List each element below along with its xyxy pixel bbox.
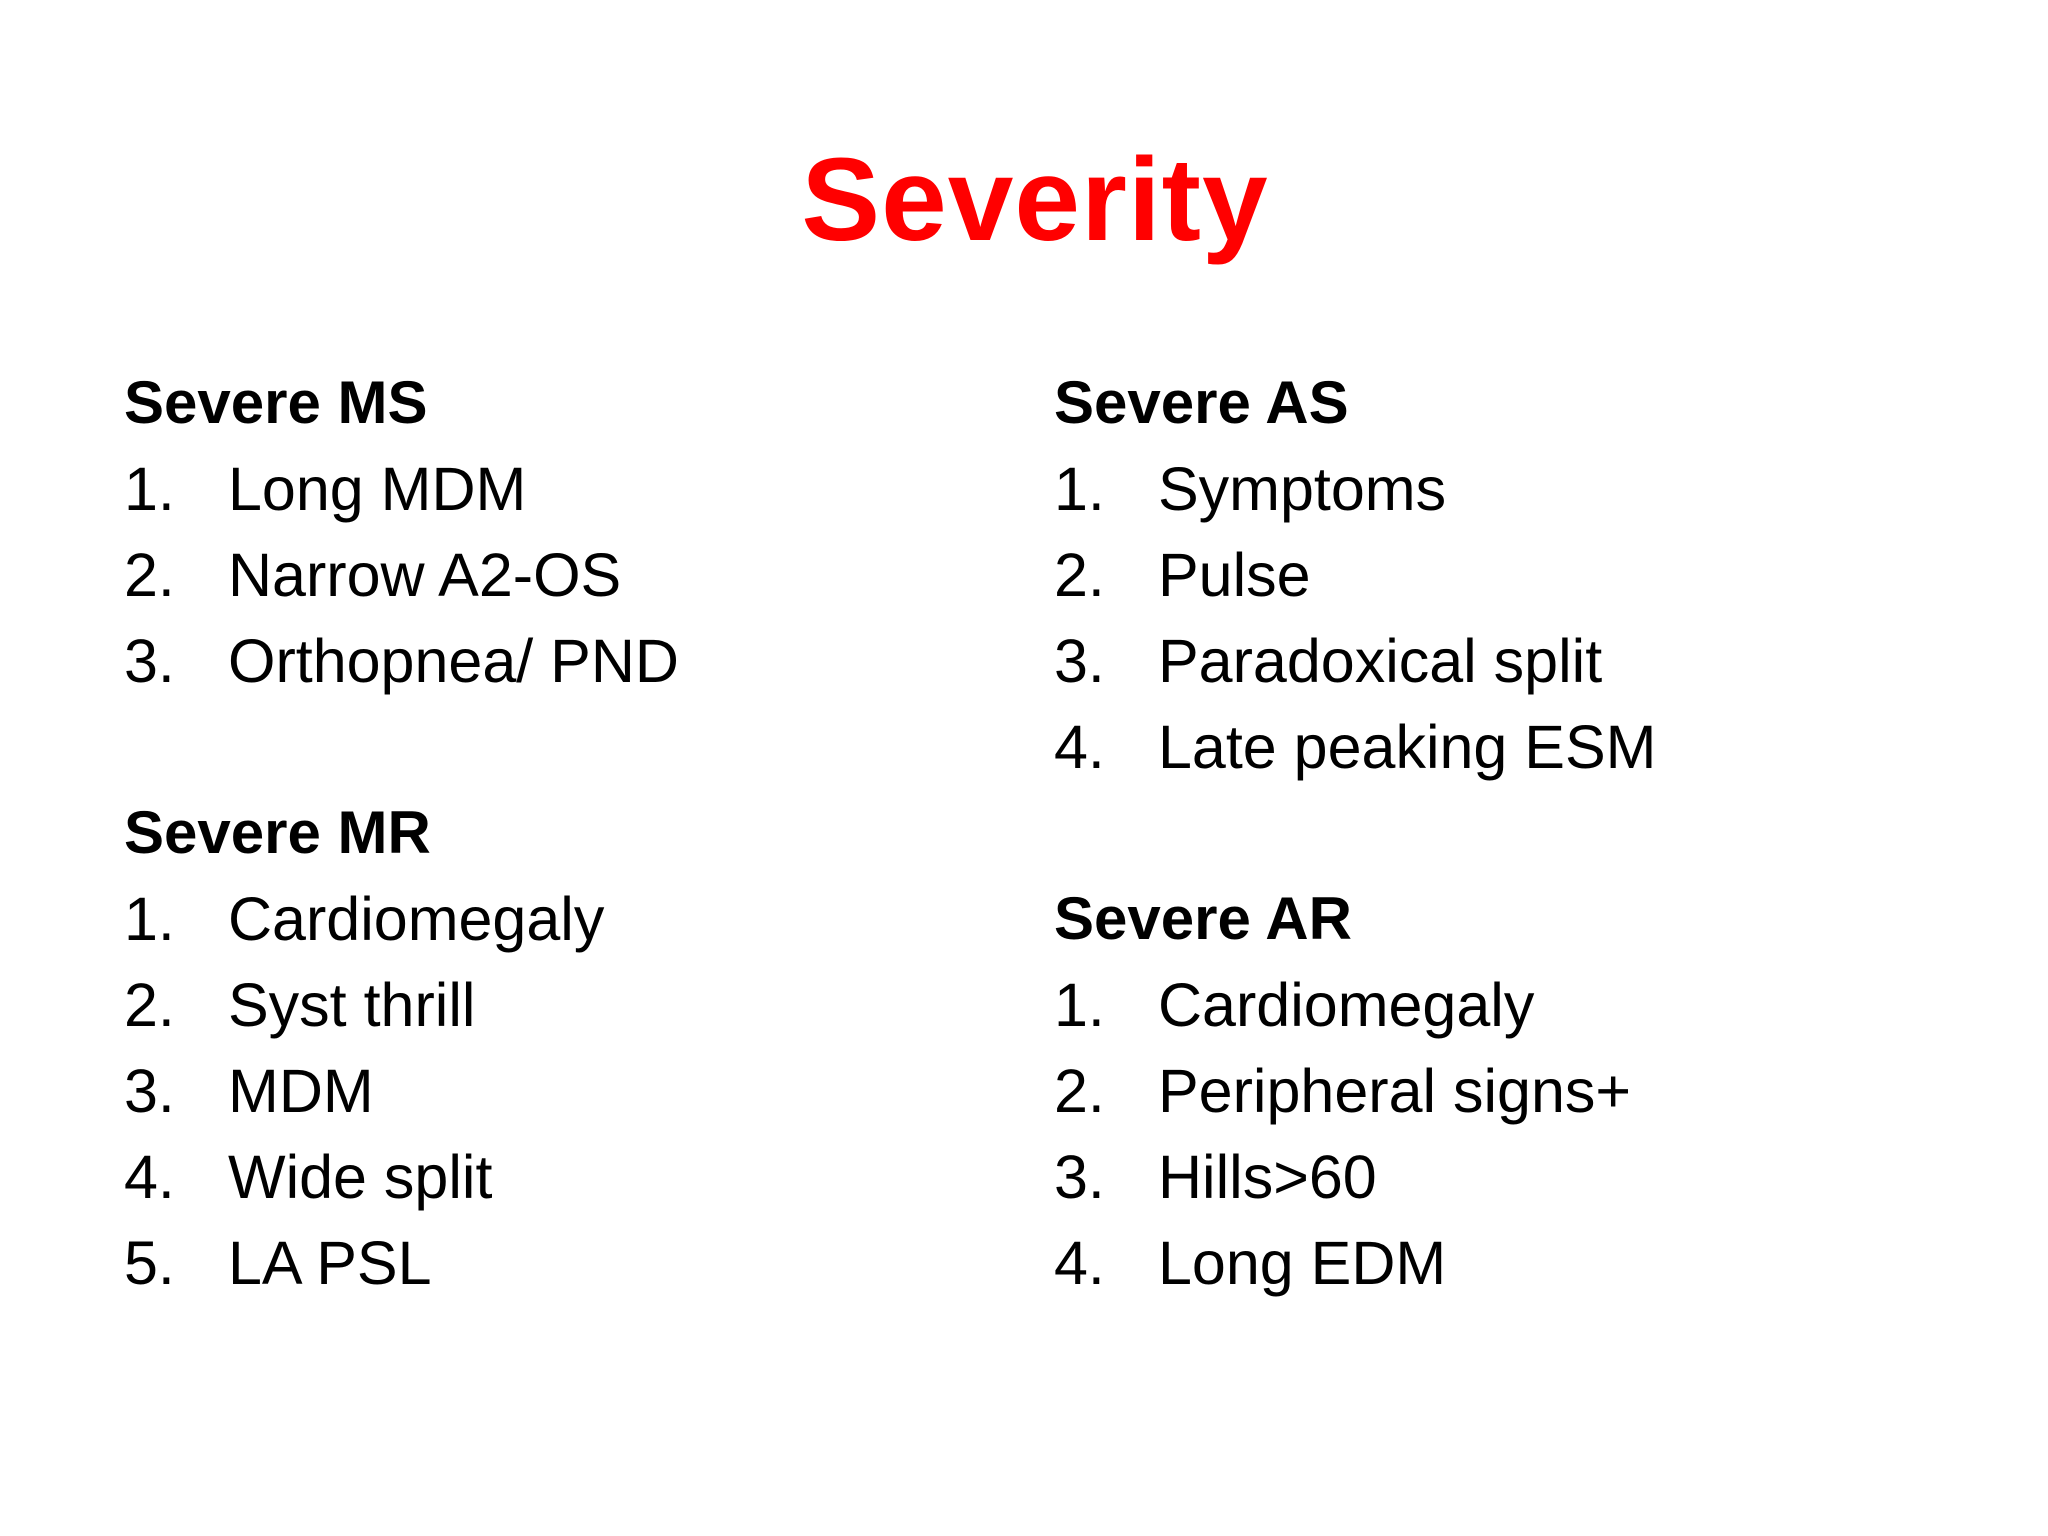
list-item (1054, 446, 1904, 532)
item-text: Peripheral signs+ (1158, 1057, 1632, 1125)
item-number: 4. (1054, 713, 1105, 781)
section-severe-ms (124, 360, 974, 704)
item-number: 1. (124, 885, 175, 953)
list-item (124, 1134, 974, 1220)
item-text: Narrow A2-OS (228, 541, 622, 609)
list-item (1054, 1048, 1904, 1134)
item-number: 2. (1054, 1057, 1105, 1125)
section-heading: Severe AS (1054, 369, 1349, 436)
item-number: 3. (124, 1057, 175, 1125)
item-number: 1. (1054, 455, 1105, 523)
list-item (124, 446, 974, 532)
section-severe-as (1054, 360, 1904, 790)
item-text: Hills>60 (1158, 1143, 1377, 1211)
slide-title: Severity (801, 134, 1269, 266)
section-heading: Severe MS (124, 369, 428, 436)
item-text: Paradoxical split (1158, 627, 1603, 695)
item-number: 2. (124, 971, 175, 1039)
list-item (124, 1048, 974, 1134)
item-number: 1. (124, 455, 175, 523)
item-number: 1. (1054, 971, 1105, 1039)
item-text: Long MDM (228, 455, 527, 523)
item-text: LA PSL (228, 1229, 432, 1297)
item-text: MDM (228, 1057, 374, 1125)
section-severe-ar (1054, 876, 1904, 1306)
item-number: 5. (124, 1229, 175, 1297)
list-item (1054, 1220, 1904, 1306)
list-item (124, 618, 974, 704)
section-heading: Severe MR (124, 799, 431, 866)
item-text: Orthopnea/ PND (228, 627, 679, 695)
item-text: Cardiomegaly (1158, 971, 1535, 1039)
list-item (124, 1220, 974, 1306)
item-number: 2. (1054, 541, 1105, 609)
item-number: 2. (124, 541, 175, 609)
item-text: Cardiomegaly (228, 885, 605, 953)
list-item (1054, 532, 1904, 618)
list-item (124, 532, 974, 618)
list-item (1054, 962, 1904, 1048)
item-text: Pulse (1158, 541, 1311, 609)
item-number: 3. (124, 627, 175, 695)
list-item (1054, 618, 1904, 704)
list-item (124, 876, 974, 962)
list-item (124, 962, 974, 1048)
item-number: 4. (1054, 1229, 1105, 1297)
item-text: Late peaking ESM (1158, 713, 1657, 781)
item-text: Long EDM (1158, 1229, 1447, 1297)
section-heading: Severe AR (1054, 885, 1352, 952)
item-text: Symptoms (1158, 455, 1447, 523)
list-item (1054, 704, 1904, 790)
list-item (1054, 1134, 1904, 1220)
item-number: 3. (1054, 1143, 1105, 1211)
item-number: 3. (1054, 627, 1105, 695)
section-severe-mr (124, 790, 974, 1306)
item-text: Syst thrill (228, 971, 476, 1039)
item-text: Wide split (228, 1143, 493, 1211)
left-column (124, 360, 974, 1392)
item-number: 4. (124, 1143, 175, 1211)
right-column (1054, 360, 1904, 1392)
